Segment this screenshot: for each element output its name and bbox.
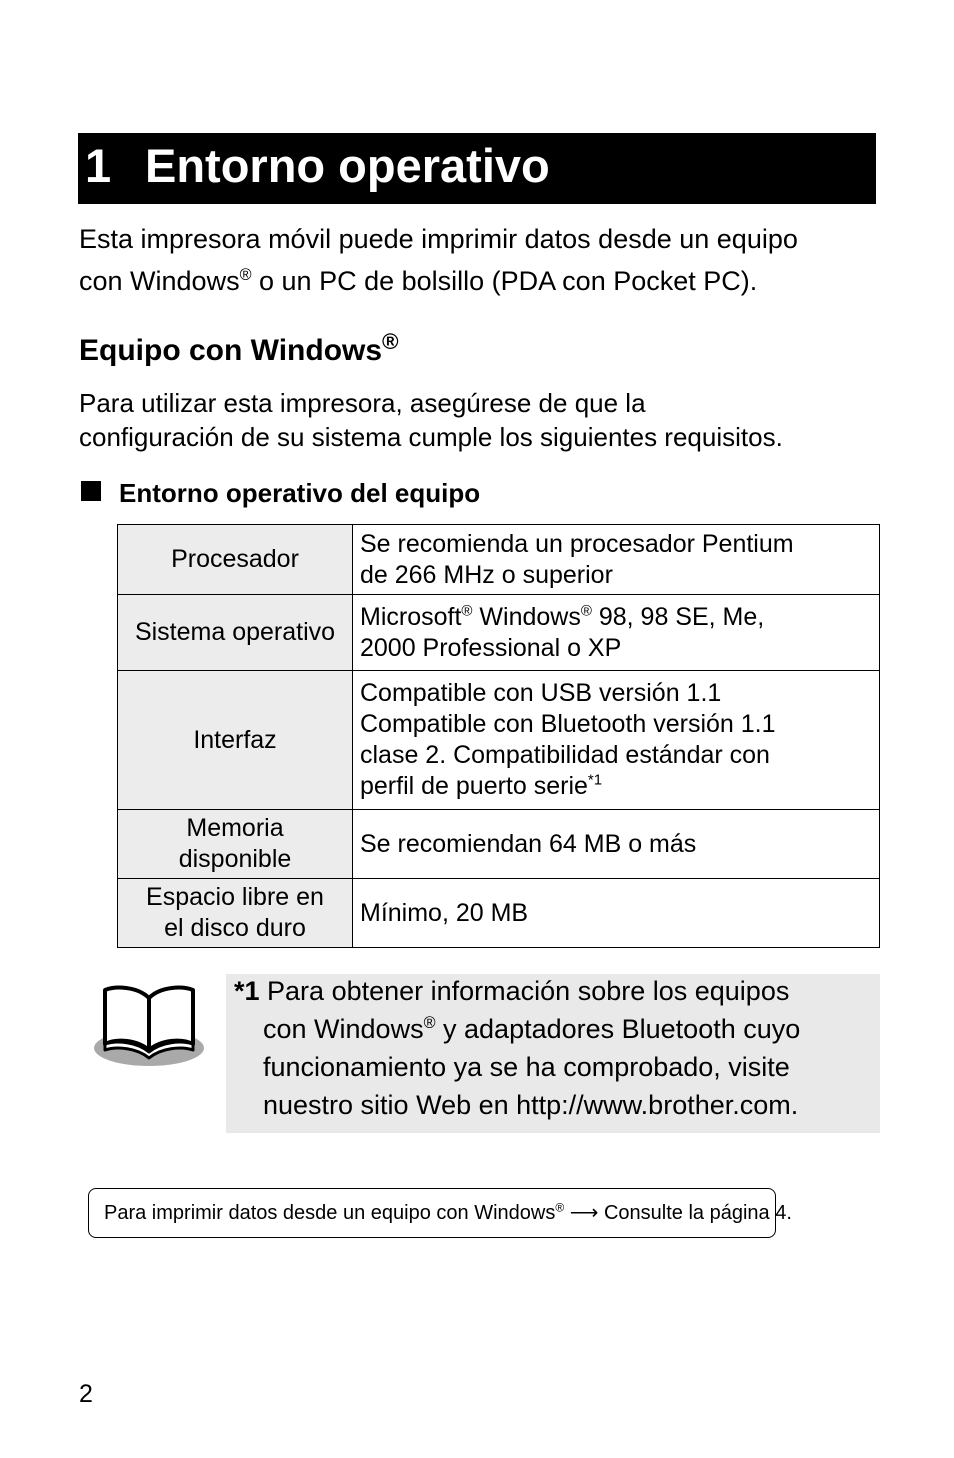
disk-value: Mínimo, 20 MB: [353, 879, 880, 948]
memory-value: Se recomiendan 64 MB o más: [353, 810, 880, 879]
intro-line-2-start: con Windows: [79, 266, 240, 296]
section-paragraph-line-1: Para utilizar esta impresora, asegúrese de que la: [79, 388, 646, 418]
os-microsoft: Microsoft: [360, 602, 462, 631]
chapter-number: 1: [85, 139, 112, 192]
table-row: [118, 671, 880, 810]
processor-value: [353, 525, 880, 595]
os-value: [353, 595, 880, 671]
interface-line-2: Compatible con Bluetooth versión 1.1: [360, 710, 776, 738]
registered-mark: ®: [580, 602, 592, 620]
xref-text: Para imprimir datos desde un equipo con Windows: [104, 1202, 556, 1224]
interface-label: Interfaz: [118, 671, 353, 810]
interface-line-3: clase 2. Compatibilidad estándar con: [360, 741, 770, 769]
interface-line-4: perfil de puerto serie: [360, 772, 588, 800]
footnote-reference: *1: [587, 771, 603, 789]
memory-label: [118, 810, 353, 879]
section-heading-text: Equipo con Windows: [79, 334, 383, 367]
cross-reference-box: [88, 1188, 792, 1238]
page-number: 2: [79, 1380, 93, 1408]
footnote: [234, 972, 874, 1124]
subsection-heading: [81, 474, 480, 512]
disk-label: [118, 879, 353, 948]
footnote-mark: *1: [234, 976, 260, 1006]
requirements-table: [117, 524, 880, 948]
footnote-line-4: nuestro sitio Web en http://www.brother.com.: [263, 1090, 799, 1120]
os-label: Sistema operativo: [118, 595, 353, 671]
section-paragraph: [79, 386, 889, 454]
subsection-heading-text: Entorno operativo del equipo: [119, 478, 481, 508]
os-versions: 98, 98 SE, Me,: [591, 602, 765, 631]
footnote-line-3: funcionamiento ya se ha comprobado, visite: [263, 1052, 790, 1082]
footnote-line-2: [234, 1010, 874, 1048]
memory-label-line-1: Memoria: [186, 814, 284, 842]
book-icon: [93, 980, 205, 1070]
table-row: [118, 810, 880, 879]
footnote-line-2-end: y adaptadores Bluetooth cuyo: [435, 1014, 801, 1044]
footnote-line-1: Para obtener información sobre los equipos: [259, 976, 790, 1006]
registered-mark: ®: [461, 602, 473, 620]
xref-page-reference: Consulte la página 4.: [603, 1202, 792, 1224]
section-paragraph-line-2: configuración de su sistema cumple los siguientes requisitos.: [79, 422, 783, 452]
table-row: [118, 525, 880, 595]
intro-line-2-end: o un PC de bolsillo (PDA con Pocket PC).: [251, 266, 758, 296]
interface-line-1: Compatible con USB versión 1.1: [360, 679, 722, 707]
arrow-right-icon: ⟶: [564, 1202, 604, 1224]
footnote-line-2-start: con Windows: [263, 1014, 424, 1044]
registered-mark: ®: [555, 1200, 565, 1215]
registered-mark: ®: [382, 329, 399, 354]
table-row: [118, 879, 880, 948]
os-windows: Windows: [472, 602, 581, 631]
memory-label-line-2: disponible: [178, 845, 292, 873]
interface-value: [353, 671, 880, 810]
table-row: [118, 595, 880, 671]
disk-label-line-2: el disco duro: [164, 914, 306, 942]
registered-mark: ®: [423, 1014, 436, 1032]
chapter-title-bar: [78, 133, 876, 204]
processor-value-line-1: Se recomienda un procesador Pentium: [360, 529, 794, 558]
chapter-title: Entorno operativo: [145, 139, 550, 192]
disk-label-line-1: Espacio libre en: [146, 883, 324, 911]
processor-value-line-2: de 266 MHz o superior: [360, 560, 613, 589]
intro-paragraph: [79, 218, 879, 302]
square-bullet-icon: [81, 481, 101, 501]
registered-mark: ®: [239, 266, 252, 284]
os-value-line-2: 2000 Professional o XP: [360, 633, 622, 662]
section-heading: [79, 326, 399, 376]
intro-line-1: Esta impresora móvil puede imprimir datos desde un equipo: [79, 224, 798, 254]
processor-label: Procesador: [118, 525, 353, 595]
